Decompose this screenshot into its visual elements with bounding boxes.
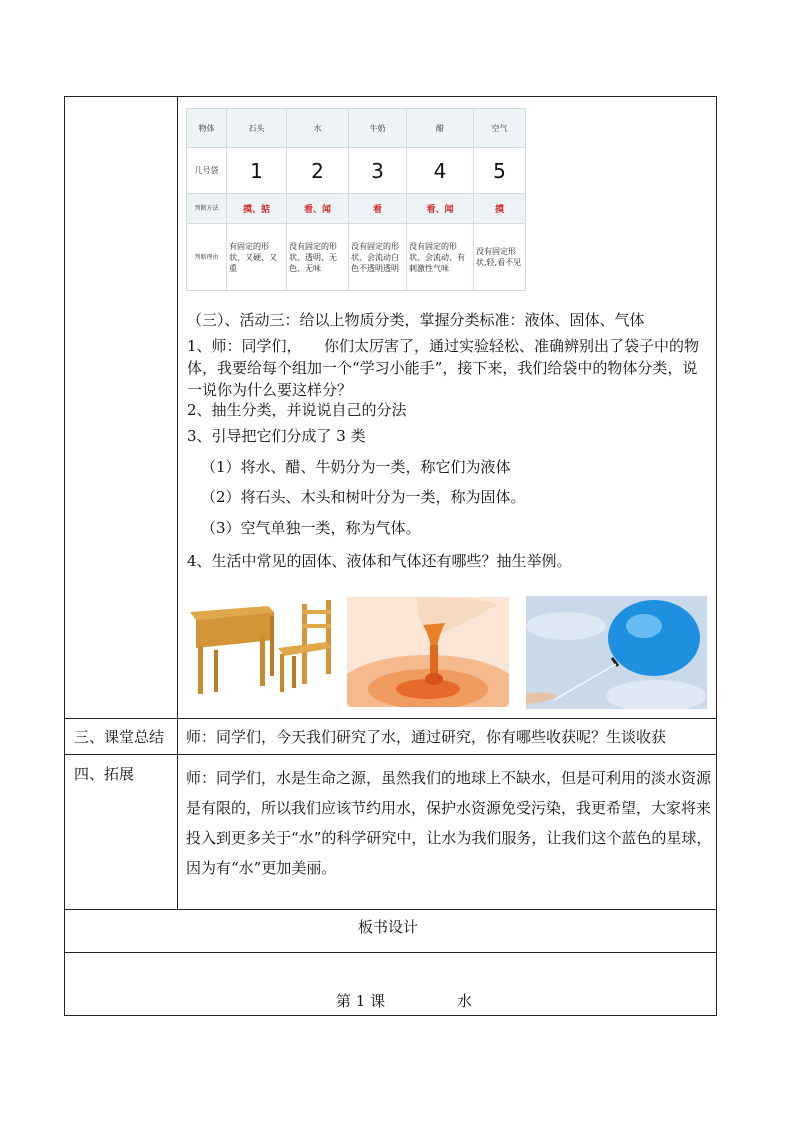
row-divider-extension [64,909,717,910]
activity-sub-3: （3）空气单独一类，称为气体。 [201,519,421,537]
table-cell: 1 [227,148,287,194]
table-cell: 几号袋 [187,148,227,194]
activity-paragraph-1: 1、师：同学们， 你们太厉害了，通过实验轻松、准确辨别出了袋子中的物体，我要给每个组加一个“学习小能手”，接下来，我们给袋中的物体分类，说一说你为什么要这样分？ [187,337,700,399]
table-header-row [187,109,526,148]
activity-sub-1: （1）将水、醋、牛奶分为一类，称它们为液体 [201,458,511,476]
table-cell: 没有固定形状,轻,看不见 [474,224,526,291]
table-cell: 物体 [187,109,227,148]
table-cell: 5 [474,148,526,194]
row-divider-summary [64,754,717,755]
honey-spoon-image [347,597,509,707]
row-divider-board [64,952,717,953]
table-cell: 没有固定的形状、会流动白色不透明透明 [349,224,407,291]
table-cell: 3 [349,148,407,194]
board-title: 板书设计 [358,918,419,936]
row-divider-activity [64,718,717,719]
table-cell: 空气 [474,109,526,148]
desk-chair-image [186,596,336,696]
table-cell: 判断理由 [187,224,227,291]
table-cell: 看、闻 [287,194,349,224]
balloon-image [526,596,707,709]
table-cell: 石头 [227,109,287,148]
classification-table [186,108,526,291]
extension-text: 师：同学们，水是生命之源，虽然我们的地球上不缺水，但是可利用的淡水资源是有限的，所以我们应该节约用水，保护水资源免受污染，我更希望，大家将来投入到更多关于“水”的科学研究中，让水为我们服务，让我们这个蓝色的星球，因为有“水”更加美丽。 [186,769,712,877]
table-row [187,224,526,291]
activity-paragraph-4: 4、生活中常见的固体、液体和气体还有哪些？抽生举例。 [187,552,572,570]
table-cell: 判断方法 [187,194,227,224]
board-topic: 水 [457,992,473,1010]
summary-text: 师：同学们，今天我们研究了水，通过研究，你有哪些收获呢？生谈收获 [186,728,667,746]
summary-label: 三、课堂总结 [74,728,165,746]
table-row [187,194,526,224]
activity-heading: （三）、活动三：给以上物质分类，掌握分类标准：液体、固体、气体 [187,311,645,329]
column-divider [177,96,178,909]
table-cell: 4 [407,148,474,194]
activity-paragraph-2: 2、抽生分类，并说说自己的分法 [187,401,407,419]
table-row [187,148,526,194]
activity-paragraph-3: 3、引导把它们分成了 3 类 [187,427,366,445]
table-cell: 看 [349,194,407,224]
table-cell: 有固定的形状、又硬、又重 [227,224,287,291]
activity-sub-2: （2）将石头、木头和树叶分为一类，称为固体。 [201,488,526,506]
table-cell: 摸 [474,194,526,224]
table-cell: 没有固定的形状、会流动、有刺激性气味 [407,224,474,291]
table-cell: 2 [287,148,349,194]
table-cell: 牛奶 [349,109,407,148]
board-lesson: 第 1 课 [336,992,386,1010]
table-cell: 看、闻 [407,194,474,224]
extension-label: 四、拓展 [74,765,135,783]
table-cell: 没有固定的形状、透明、无色、无味 [287,224,349,291]
table-cell: 摸、掂 [227,194,287,224]
table-cell: 醋 [407,109,474,148]
table-cell: 水 [287,109,349,148]
